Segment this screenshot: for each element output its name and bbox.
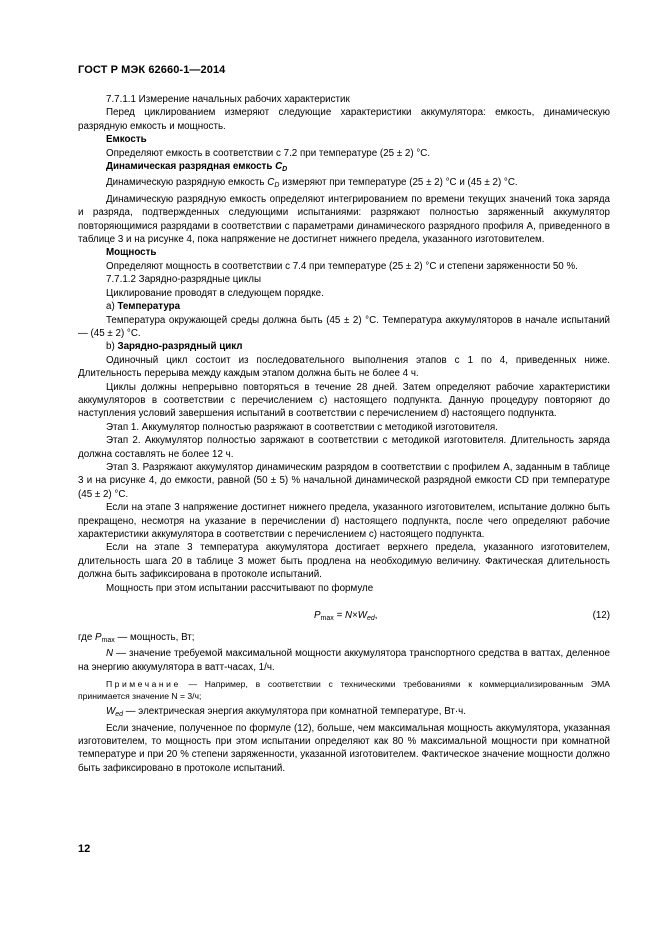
formula-body: = N×W bbox=[333, 610, 367, 622]
paragraph: Циклирование проводят в следующем порядке. bbox=[106, 287, 324, 299]
section-heading-7-7-1-1: 7.7.1.1 Измерение начальных рабочих характеристик bbox=[106, 94, 350, 105]
formula-tail: , bbox=[374, 610, 378, 622]
document-header: ГОСТ Р МЭК 62660-1—2014 bbox=[78, 64, 226, 76]
symbol-w: W bbox=[106, 706, 116, 718]
text: измеряют при температуре (25 ± 2) °С и (45 ± 2) °С. bbox=[279, 177, 518, 189]
definition-wed bbox=[78, 705, 610, 721]
symbol-c: C bbox=[275, 161, 283, 173]
formula-p-sub: max bbox=[320, 615, 334, 623]
where-label: где bbox=[78, 632, 96, 644]
symbol-p: P bbox=[95, 632, 102, 644]
formula-12 bbox=[78, 601, 610, 631]
formula-p: P bbox=[314, 610, 321, 622]
formula-w-sub: ed bbox=[367, 615, 375, 623]
paragraph: Если на этапе 3 напряжение достигнет нижнего предела, указанного изготовителем, испытание должно быть прекращено, несмотря на указание в перечислении d) настоящего подпункта, после чего определяют рабочие характеристики аккумулятора в соответствии с перечислением с) настоящего подпункта. bbox=[78, 502, 610, 540]
paragraph: Мощность при этом испытании рассчитывают по формуле bbox=[106, 582, 374, 594]
symbol-d: D bbox=[282, 166, 288, 174]
subheading-power: Мощность bbox=[106, 247, 157, 259]
list-item-b bbox=[78, 340, 610, 353]
list-title: Зарядно-разрядный цикл bbox=[117, 341, 243, 353]
paragraph bbox=[78, 176, 610, 192]
subheading-dynamic-capacity bbox=[78, 160, 610, 176]
paragraph: Динамическую разрядную емкость определяют интегрированием по времени текущих значений тока заряда и разряда, подтвержденных следующими испытаниями: разряжают полностью заряженный аккумулятор повторяющимися разрядами в соответствии с параметрами динамического разрядного профиля А, приведенного в таблице 3 и на рисунке 4, пока напряжение не достигнет нижнего предела, указанного изготовителем. bbox=[78, 193, 610, 246]
list-marker: a) bbox=[106, 301, 118, 313]
paragraph: Определяют мощность в соответствии с 7.4 при температуре (25 ± 2) °С и степени заряженности 50 %. bbox=[106, 260, 578, 272]
paragraph: Определяют емкость в соответствии с 7.2 при температуре (25 ± 2) °С. bbox=[106, 147, 431, 159]
note-text: — Например, в соответствии с техническими требованиями к коммерциализированным ЭМА принимается значение N = 3/ч; bbox=[78, 679, 610, 702]
symbol-d: D bbox=[274, 182, 280, 190]
page-number: 12 bbox=[78, 843, 91, 855]
stage-1: Этап 1. Аккумулятор полностью разряжают в соответствии с методикой изготовителя. bbox=[106, 421, 498, 433]
stage-2: Этап 2. Аккумулятор полностью заряжают в соответствии с методикой изготовителя. Длительность заряда должна составлять не более 12 ч. bbox=[78, 435, 610, 460]
definition-pmax bbox=[78, 631, 610, 647]
symbol-n: N bbox=[106, 648, 114, 660]
paragraph: Одиночный цикл состоит из последовательного выполнения этапов с 1 по 4, приведенных ниже. Длительность перерыва между каждым этапом должна быть не более 4 ч. bbox=[78, 354, 610, 380]
document-body bbox=[78, 93, 610, 775]
note bbox=[78, 678, 610, 702]
list-title: Температура bbox=[117, 301, 181, 313]
subheading-capacity: Емкость bbox=[106, 134, 147, 146]
symbol-p-sub: max bbox=[101, 637, 115, 645]
paragraph: Циклы должны непрерывно повторяться в течение 28 дней. Затем определяют рабочие характеристики аккумуляторов в соответствии с перечислением с) настоящего подпункта. Данную процедуру повторяют до наступления условий завершения испытаний в соответствии с перечислением d) настоящего подпункта. bbox=[78, 381, 610, 420]
paragraph-final: Если значение, полученное по формуле (12), больше, чем максимальная мощность аккумулятора, указанная изготовителем, то мощность при этом испытании определяют как 80 % максимальной мощности при комнатной температуре и при 20 % степени заряженности, указанной изготовителем. Фактическое значение мощности должно быть зафиксировано в протоколе испытаний. bbox=[78, 722, 610, 774]
section-heading-7-7-1-2: 7.7.1.2 Зарядно-разрядные циклы bbox=[106, 274, 262, 286]
definition-n bbox=[78, 647, 610, 674]
symbol-c: C bbox=[267, 177, 275, 189]
definition-text: — мощность, Вт; bbox=[114, 632, 195, 644]
formula-expression bbox=[314, 609, 378, 625]
stage-3: Этап 3. Разряжают аккумулятор динамическим разрядом в соответствии с профилем А, заданным в таблице 3 и на рисунке 4, до емкости, равной (50 ± 5) % начальной динамической разрядной емкости CD при температуре (45 ± 2) °С. bbox=[78, 461, 610, 500]
definition-text: — значение требуемой максимальной мощности аккумулятора транспортного средства в ваттах, деленное на энергию аккумулятора в ватт-часах, 1/ч. bbox=[78, 648, 610, 673]
text: Динамическую разрядную емкость bbox=[106, 177, 268, 189]
paragraph: Температура окружающей среды должна быть (45 ± 2) °С. Температура аккумуляторов в начале испытаний — (45 ± 2) °С. bbox=[78, 314, 610, 339]
list-item-a bbox=[78, 300, 610, 313]
paragraph: Перед циклированием измеряют следующие характеристики аккумулятора: емкость, динамическую разрядную емкость и мощность. bbox=[78, 107, 610, 132]
symbol-w-sub: ed bbox=[115, 711, 124, 719]
subheading-text: Динамическая разрядная емкость bbox=[106, 161, 276, 173]
list-marker: b) bbox=[106, 341, 118, 353]
definition-text: — электрическая энергия аккумулятора при комнатной температуре, Вт·ч. bbox=[123, 706, 466, 718]
equation-number: (12) bbox=[592, 610, 610, 622]
paragraph: Если на этапе 3 температура аккумулятора достигает верхнего предела, указанного изготовителем, длительность шага 20 в таблице 3 может быть продлена на необходимую величину. Фактическая длительность должна быть зафиксирована в протоколе испытаний. bbox=[78, 542, 610, 581]
note-label: Примечание bbox=[106, 679, 181, 690]
